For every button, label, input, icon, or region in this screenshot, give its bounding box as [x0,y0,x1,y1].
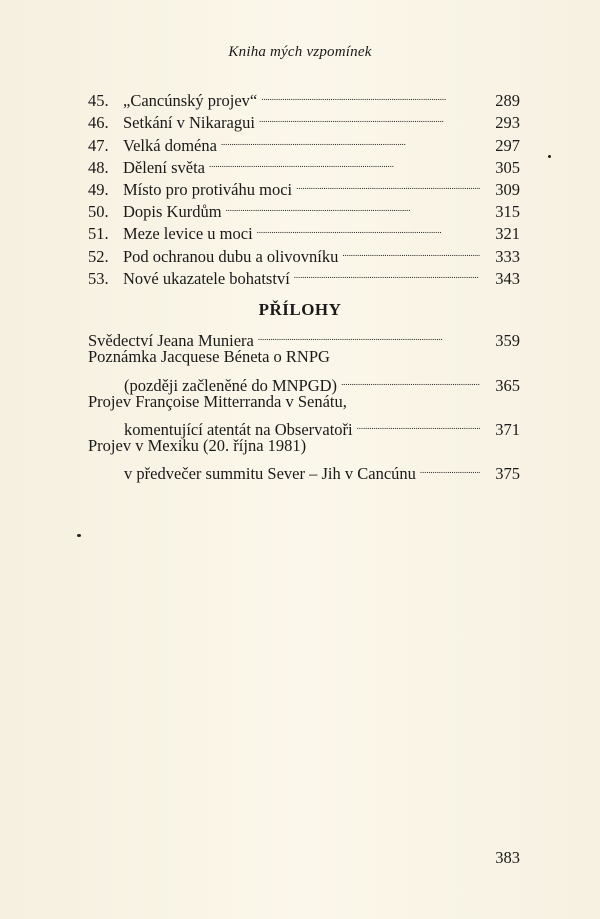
appendix-heading: PŘÍLOHY [258,300,342,319]
page-number: 309 [495,179,520,199]
chapter-number: 48. [88,157,109,177]
page-number: 315 [495,202,520,222]
chapter-number: 51. [88,224,109,244]
dot-leader [258,324,480,346]
chapter-number: 53. [88,268,109,288]
appendix-entry [88,368,520,395]
appendix-title-continuation: (později začleněné do MNPGD) [124,375,338,395]
dot-leader [261,84,480,106]
page-number: 333 [495,246,520,266]
page-number: 365 [495,375,520,395]
chapter-title: Pod ochranou dubu a olivovníku [123,246,339,266]
dot-leader [259,106,480,128]
chapter-number: 52. [88,246,109,266]
appendix-title-continuation: komentující atentát na Observatoři [124,419,353,439]
appendix-title-continuation: v předvečer summitu Sever – Jih v Cancúnu [124,464,416,484]
appendix-entry [88,324,520,351]
dot-leader [342,239,480,261]
dot-leader [296,173,480,195]
dot-leader [294,262,480,284]
appendix-title: Svědectví Jeana Muniera [88,331,254,351]
dot-leader [357,413,480,435]
page-number: 289 [495,91,520,111]
page-number: 375 [495,464,520,484]
chapter-title: Meze levice u moci [123,224,253,244]
chapter-number: 46. [88,113,109,133]
appendix-entry [88,413,520,439]
dot-leader [226,195,480,217]
dot-leader [420,457,480,479]
chapter-title: Nové ukazatele bohatství [123,268,290,288]
chapter-title: Dělení světa [123,157,206,177]
page-number: 321 [495,224,520,244]
appendix-title: Projev v Mexiku (20. října 1981) [88,435,307,455]
dot-leader [257,217,480,239]
appendix-list [88,324,520,484]
chapter-title: Místo pro protiváhu moci [123,179,293,199]
chapter-title: „Cancúnský projev“ [123,91,258,111]
appendix-title: Poznámka Jacquese Béneta o RNPG [88,347,330,367]
dot-leader [341,368,480,390]
page-number: 305 [495,157,520,177]
page-number: 371 [495,419,520,439]
dot-leader [209,151,480,173]
running-header: Kniha mých vzpomínek [228,44,372,60]
paper-speck [548,155,551,158]
folio-page-number: 383 [495,848,520,867]
chapter-title: Dopis Kurdům [123,202,222,222]
chapter-title: Velká doména [123,135,217,155]
page-number: 297 [495,135,520,155]
page-number: 359 [495,331,520,351]
dot-leader [221,128,480,150]
appendix-title: Projev Françoise Mitterranda v Senátu, [88,391,347,411]
chapter-number: 50. [88,202,109,222]
chapter-title: Setkání v Nikaragui [123,113,255,133]
toc-entry [88,84,520,111]
chapter-number: 45. [88,91,109,111]
page-number: 343 [495,268,520,288]
appendix-entry [88,457,520,484]
page-number: 293 [495,113,520,133]
chapter-number: 47. [88,135,109,155]
chapter-number: 49. [88,179,109,199]
chapter-list [88,84,520,288]
paper-speck [77,534,81,537]
